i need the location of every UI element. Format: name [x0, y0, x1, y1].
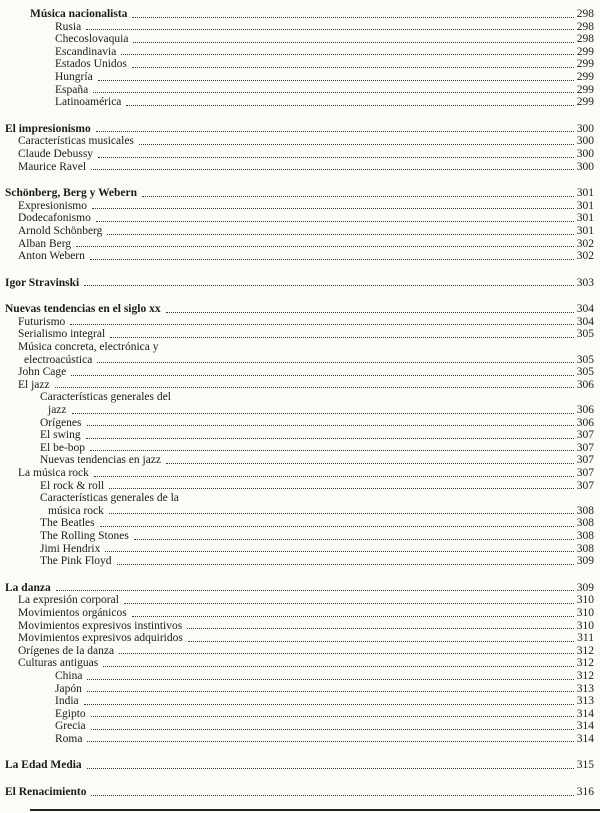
toc-entry — [0, 238, 596, 251]
dot-leader — [70, 324, 573, 325]
page-number: 310 — [576, 619, 594, 632]
page-number: 308 — [576, 517, 594, 530]
toc-entry-text: Rusia — [55, 20, 82, 33]
toc-entry-text: España — [55, 83, 89, 96]
toc-entry-text: Características generales de la — [40, 492, 179, 505]
toc-entry — [0, 417, 596, 430]
toc-entry-text: Música nacionalista — [30, 8, 128, 20]
toc-entry — [0, 46, 596, 59]
toc-entry-text: Egipto — [55, 707, 86, 720]
toc-entry — [0, 505, 596, 518]
dot-leader — [109, 513, 574, 514]
dot-leader — [94, 476, 574, 477]
page-number: 307 — [576, 429, 594, 442]
page-number: 299 — [576, 58, 594, 71]
toc-entry — [0, 733, 596, 746]
section-gap — [0, 745, 596, 759]
toc-entry-text: Movimientos orgánicos — [18, 606, 127, 619]
dot-leader — [133, 42, 573, 43]
dot-leader — [87, 425, 574, 426]
page-number: 308 — [576, 504, 594, 517]
toc-entry — [0, 594, 596, 607]
page-number: 313 — [576, 682, 594, 695]
toc-entry — [0, 645, 596, 658]
page-number: 306 — [576, 378, 594, 391]
toc-entry-text: El jazz — [18, 378, 50, 391]
toc-entry — [0, 303, 596, 316]
toc-entry — [0, 366, 596, 379]
toc-entry-text: Expresionismo — [18, 199, 87, 212]
toc-entry-text: Igor Stravinski — [5, 276, 80, 289]
page-number: 300 — [576, 147, 594, 160]
toc-entry — [0, 695, 596, 708]
toc-entry-text: El swing — [40, 429, 81, 442]
dot-leader — [87, 741, 573, 742]
toc-entry — [0, 480, 596, 493]
toc-entry — [0, 404, 596, 417]
dot-leader — [124, 603, 574, 604]
toc-entry — [0, 442, 596, 455]
toc-entry — [0, 720, 596, 733]
page-number: 307 — [576, 441, 594, 454]
toc-entry — [0, 71, 596, 84]
toc-entry-text: La expresión corporal — [18, 594, 119, 607]
dot-leader — [87, 768, 574, 769]
dot-leader — [188, 641, 574, 642]
page-number: 312 — [576, 669, 594, 682]
page-number: 299 — [576, 70, 594, 83]
dot-leader — [132, 616, 574, 617]
page-number: 304 — [576, 315, 594, 328]
section-gap — [0, 173, 596, 187]
dot-leader — [96, 221, 574, 222]
dot-leader — [87, 691, 574, 692]
page-number: 309 — [576, 581, 594, 594]
dot-leader — [117, 564, 574, 565]
toc-entry-text: Checoslovaquia — [55, 33, 129, 46]
page-number: 301 — [576, 212, 594, 225]
toc-entry-text: Dodecafonismo — [18, 212, 91, 225]
toc-entry — [0, 354, 596, 367]
page-number: 304 — [576, 303, 594, 316]
page-number: 305 — [576, 328, 594, 341]
toc-entry — [0, 657, 596, 670]
toc-entry-text: China — [55, 669, 83, 682]
toc-entry — [0, 632, 596, 645]
section-gap — [0, 568, 596, 582]
toc-entry — [0, 123, 596, 136]
dot-leader — [166, 312, 574, 313]
toc-entry-text: jazz — [48, 404, 67, 417]
page-number: 307 — [576, 467, 594, 479]
dot-leader — [56, 590, 574, 591]
toc-entry — [0, 96, 596, 109]
dot-leader — [98, 80, 574, 81]
toc-entry — [0, 135, 596, 148]
page-number: 311 — [577, 632, 594, 645]
dot-leader — [103, 666, 574, 667]
toc-entry-text: Culturas antiguas — [18, 657, 99, 670]
toc-entry — [0, 620, 596, 633]
toc-entry-text: Latinoamérica — [55, 96, 122, 109]
toc-entry-text: Schönberg, Berg y Webern — [5, 187, 138, 200]
dot-leader — [98, 157, 574, 158]
section-gap — [0, 772, 596, 786]
toc-entry — [0, 33, 596, 46]
page-number: 307 — [576, 454, 594, 467]
toc-entry — [0, 708, 596, 721]
toc-entry — [0, 759, 596, 772]
page-number: 299 — [576, 96, 594, 109]
toc-list — [0, 8, 596, 799]
toc-entry — [0, 250, 596, 263]
page-number: 307 — [576, 479, 594, 492]
toc-entry — [0, 277, 596, 290]
dot-leader — [92, 208, 574, 209]
toc-entry-text: Estados Unidos — [55, 58, 127, 71]
toc-entry — [0, 467, 596, 480]
page-number: 298 — [576, 20, 594, 33]
toc-entry-text: Maurice Ravel — [18, 160, 87, 173]
toc-entry-text: Características generales del — [40, 391, 171, 404]
dot-leader — [91, 729, 574, 730]
toc-entry — [0, 517, 596, 530]
toc-entry — [0, 683, 596, 696]
dot-leader — [109, 488, 574, 489]
toc-entry — [0, 786, 596, 799]
toc-entry-text: Japón — [55, 682, 82, 695]
toc-entry — [0, 161, 596, 174]
toc-entry — [0, 670, 596, 683]
toc-entry — [0, 454, 596, 467]
page-number: 298 — [576, 33, 594, 46]
dot-leader — [76, 246, 574, 247]
dot-leader — [134, 539, 574, 540]
toc-entry-text: La danza — [5, 581, 51, 594]
toc-entry-text: Hungría — [55, 70, 93, 83]
dot-leader — [93, 92, 574, 93]
page-number: 305 — [576, 353, 594, 366]
page-number: 301 — [576, 199, 594, 212]
section-gap — [0, 109, 596, 123]
section-gap — [0, 263, 596, 277]
dot-leader — [119, 653, 574, 654]
page-number: 300 — [576, 160, 594, 173]
page-number: 314 — [576, 707, 594, 720]
dot-leader — [96, 131, 574, 132]
toc-entry — [0, 187, 596, 200]
page-number: 306 — [576, 404, 594, 417]
page-number: 298 — [576, 8, 594, 20]
page-number: 312 — [576, 644, 594, 657]
dot-leader — [142, 196, 574, 197]
dot-leader — [97, 362, 573, 363]
toc-entry-text: Escandinavia — [55, 45, 117, 58]
toc-entry-text: música rock — [48, 504, 104, 517]
toc-entry — [0, 8, 596, 21]
toc-entry — [0, 555, 596, 568]
toc-entry-text: Características musicales — [18, 135, 134, 148]
toc-entry-text: John Cage — [18, 366, 67, 379]
page-number: 302 — [576, 237, 594, 250]
scan-edge-line — [30, 809, 600, 811]
dot-leader — [72, 413, 574, 414]
toc-entry-text: Roma — [55, 732, 83, 745]
page-number: 310 — [576, 594, 594, 607]
toc-entry-text: The Rolling Stones — [40, 529, 129, 542]
toc-entry-text: Claude Debussy — [18, 147, 94, 160]
toc-entry-text: El rock & roll — [40, 479, 105, 492]
toc-entry — [0, 328, 596, 341]
toc-entry — [0, 391, 596, 404]
page-number: 299 — [576, 83, 594, 96]
page-number: 314 — [576, 732, 594, 745]
dot-leader — [84, 285, 574, 286]
page-number: 314 — [576, 720, 594, 733]
toc-entry-text: India — [55, 695, 79, 708]
toc-entry-text: Jimi Hendrix — [40, 542, 101, 555]
dot-leader — [187, 628, 574, 629]
dot-leader — [126, 105, 573, 106]
page-number: 305 — [576, 366, 594, 379]
toc-entry — [0, 58, 596, 71]
toc-entry — [0, 316, 596, 329]
toc-entry-text: Arnold Schönberg — [18, 224, 103, 237]
page-number: 302 — [576, 250, 594, 263]
toc-entry — [0, 225, 596, 238]
page-number: 306 — [576, 416, 594, 429]
page-number: 301 — [576, 187, 594, 200]
toc-entry — [0, 379, 596, 392]
page-number: 309 — [576, 555, 594, 568]
toc-entry — [0, 429, 596, 442]
toc-entry — [0, 492, 596, 505]
dot-leader — [100, 526, 574, 527]
toc-entry-text: Movimientos expresivos instintivos — [18, 619, 183, 632]
toc-entry — [0, 21, 596, 34]
toc-entry-text: Música concreta, electrónica y — [18, 341, 159, 354]
toc-entry-text: Futurismo — [18, 315, 66, 328]
dot-leader — [91, 716, 574, 717]
toc-entry — [0, 530, 596, 543]
dot-leader — [107, 234, 573, 235]
dot-leader — [90, 450, 574, 451]
dot-leader — [110, 337, 574, 338]
toc-entry-text: The Beatles — [40, 517, 95, 530]
toc-entry-text: Serialismo integral — [18, 328, 106, 341]
dot-leader — [166, 463, 574, 464]
dot-leader — [55, 387, 574, 388]
toc-entry-text: El impresionismo — [5, 122, 91, 135]
toc-entry-text: La música rock — [18, 467, 89, 479]
toc-entry — [0, 341, 596, 354]
page-number: 300 — [576, 135, 594, 148]
toc-entry — [0, 582, 596, 595]
page-number: 301 — [576, 224, 594, 237]
toc-entry — [0, 84, 596, 97]
dot-leader — [132, 17, 573, 18]
page-number: 303 — [576, 276, 594, 289]
toc-entry-text: La Edad Media — [5, 759, 82, 772]
toc-entry — [0, 543, 596, 556]
toc-entry-text: Alban Berg — [18, 237, 72, 250]
toc-entry-text: electroacústica — [24, 353, 93, 366]
toc-entry-text: Grecia — [55, 720, 86, 733]
toc-entry-text: The Pink Floyd — [40, 555, 112, 568]
section-gap — [0, 289, 596, 303]
page-number: 310 — [576, 606, 594, 619]
page-number: 313 — [576, 695, 594, 708]
dot-leader — [91, 795, 573, 796]
page-number: 300 — [576, 122, 594, 135]
toc-entry-text: El be-bop — [40, 441, 86, 454]
page-number: 299 — [576, 45, 594, 58]
toc-entry-text: Nuevas tendencias en jazz — [40, 454, 162, 467]
toc-entry — [0, 607, 596, 620]
dot-leader — [132, 67, 574, 68]
dot-leader — [84, 704, 574, 705]
dot-leader — [86, 29, 574, 30]
toc-entry — [0, 200, 596, 213]
toc-entry-text: Anton Webern — [18, 250, 85, 263]
page-number: 308 — [576, 542, 594, 555]
dot-leader — [87, 679, 573, 680]
page-number: 312 — [576, 657, 594, 670]
toc-entry — [0, 212, 596, 225]
toc-entry-text: Nuevas tendencias en el siglo xx — [5, 303, 161, 316]
dot-leader — [91, 169, 574, 170]
dot-leader — [86, 438, 574, 439]
dot-leader — [139, 144, 574, 145]
toc-entry — [0, 148, 596, 161]
toc-entry-text: Orígenes de la danza — [18, 644, 115, 657]
page-number: 315 — [576, 759, 594, 772]
dot-leader — [90, 259, 574, 260]
toc-entry-text: Movimientos expresivos adquiridos — [18, 632, 183, 645]
dot-leader — [71, 375, 574, 376]
dot-leader — [121, 54, 573, 55]
toc-entry-text: El Renacimiento — [5, 786, 87, 799]
page-number: 316 — [576, 786, 594, 799]
toc-entry-text: Orígenes — [40, 416, 82, 429]
dot-leader — [105, 551, 573, 552]
page-number: 308 — [576, 529, 594, 542]
